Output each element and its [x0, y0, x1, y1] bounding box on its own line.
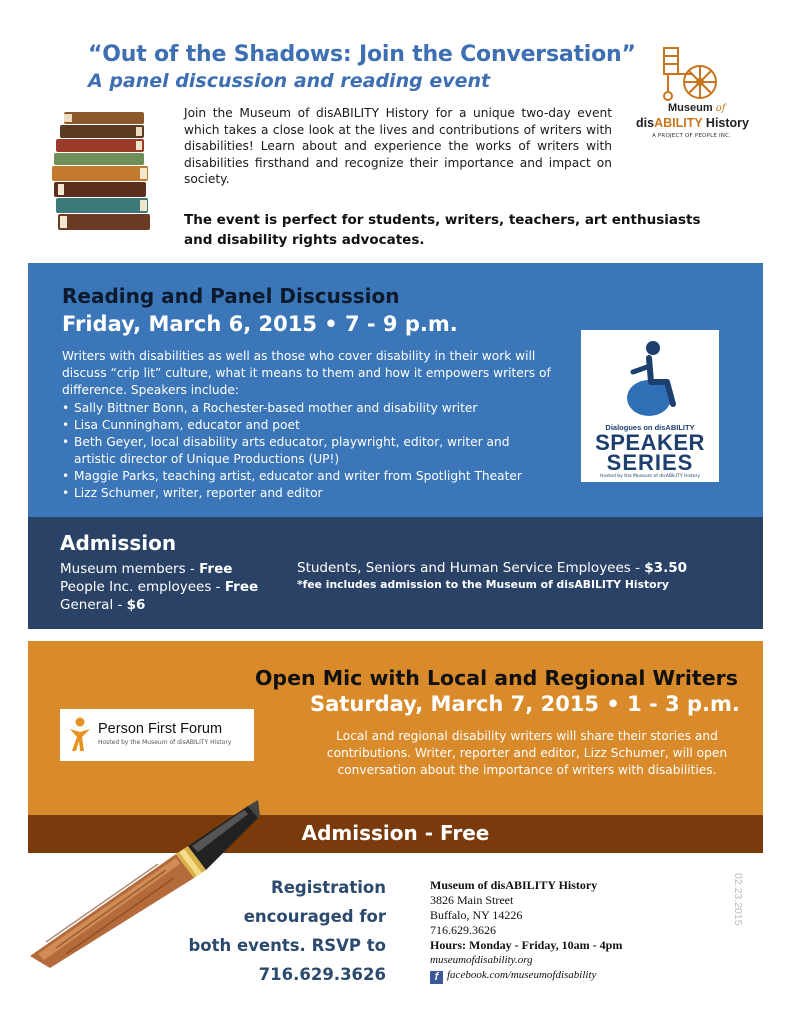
- series-host-line: Hosted by the Museum of disABILITY History: [599, 474, 701, 479]
- fee-note: *fee includes admission to the Museum of disABILITY History: [297, 578, 669, 591]
- series-kicker: Dialogues on disABILITY: [605, 423, 695, 432]
- price-row: General - $6: [60, 597, 146, 613]
- series-word-speaker: SPEAKER: [595, 430, 705, 455]
- date-stamp: 02.23.2015: [732, 873, 744, 926]
- contact-block: [430, 878, 730, 984]
- facebook-link[interactable]: f facebook.com/museumofdisability: [430, 968, 730, 984]
- price-row: People Inc. employees - Free: [60, 579, 259, 595]
- speaker-series-logo: [581, 330, 719, 482]
- facebook-icon: f: [430, 971, 443, 984]
- audience-statement: The event is perfect for students, writers, teachers, art enthusiasts and disability rights advocates.: [184, 212, 701, 248]
- museum-logo: [632, 44, 748, 148]
- flyer-title: “Out of the Shadows: Join the Conversation”: [88, 42, 636, 67]
- intro-paragraph: Join the Museum of disABILITY History for a unique two-day event which takes a close look at the lives and contributions of writers with disabilities! Learn about and experience the works of writers with disabilities firsthand and recognize their importance and impact on society.: [184, 106, 612, 186]
- speaker-list: [62, 400, 552, 502]
- person-first-forum-logo: [60, 709, 254, 761]
- logo-name-line1: Museum of: [668, 102, 726, 114]
- reading-date: Friday, March 6, 2015 • 7 - 9 p.m.: [62, 312, 458, 336]
- open-mic-description: Local and regional disability writers will share their stories and contributions. Writer, reporter and editor, Lizz Schumer, will open conversation about the importance of writers with disabilities.: [326, 729, 728, 777]
- registration-line: Registration: [271, 878, 386, 897]
- admission-free-label: Admission - Free: [301, 821, 490, 845]
- logo-name-line2: disABILITY History: [636, 116, 749, 130]
- flyer-subtitle: A panel discussion and reading event: [88, 70, 491, 92]
- list-item: • Sally Bittner Bonn, a Rochester-based mother and disability writer: [62, 400, 552, 417]
- registration-note: [176, 873, 386, 989]
- registration-line: encouraged for: [243, 907, 386, 926]
- list-item: • Beth Geyer, local disability arts educator, playwright, editor, writer and artistic director of Unique Productions (UP!): [62, 434, 552, 468]
- phone-number: 716.629.3626: [430, 923, 496, 937]
- wheelchair-user-icon: [619, 338, 683, 420]
- reading-title: Reading and Panel Discussion: [62, 284, 400, 308]
- admission-title: Admission: [60, 531, 177, 555]
- series-word-series: SERIES: [606, 450, 694, 475]
- registration-line: both events. RSVP to: [188, 936, 386, 955]
- logo-tagline: A PROJECT OF PEOPLE INC.: [652, 133, 732, 139]
- books-illustration: [50, 110, 165, 238]
- student-price: Students, Seniors and Human Service Employees - $3.50: [297, 560, 687, 576]
- website-link[interactable]: museumofdisability.org: [430, 954, 533, 966]
- address-name: Museum of disABILITY History: [430, 878, 598, 892]
- open-mic-title: Open Mic with Local and Regional Writers: [255, 666, 738, 690]
- wheelchair-logo-icon: [658, 44, 720, 102]
- list-item: • Maggie Parks, teaching artist, educator and writer from Spotlight Theater: [62, 468, 552, 485]
- opening-hours: Hours: Monday - Friday, 10am - 4pm: [430, 938, 623, 952]
- address-street: 3826 Main Street: [430, 893, 514, 907]
- address-city: Buffalo, NY 14226: [430, 908, 523, 922]
- price-row: Museum members - Free: [60, 561, 233, 577]
- open-mic-date: Saturday, March 7, 2015 • 1 - 3 p.m.: [310, 692, 740, 716]
- reading-description: Writers with disabilities as well as those who cover disability in their work will discuss “crip lit” culture, what it means to them and how it empowers writers of difference. Speakers include:: [62, 349, 551, 397]
- admission-prices: [60, 560, 258, 614]
- forum-name: Person First Forum: [98, 721, 223, 737]
- person-icon: [68, 717, 92, 753]
- book-stack-icon: [52, 112, 150, 230]
- registration-phone: 716.629.3626: [258, 965, 386, 984]
- list-item: • Lizz Schumer, writer, reporter and editor: [62, 485, 552, 502]
- forum-host: Hosted by the Museum of disABILITY History: [98, 739, 232, 746]
- list-item: • Lisa Cunningham, educator and poet: [62, 417, 552, 434]
